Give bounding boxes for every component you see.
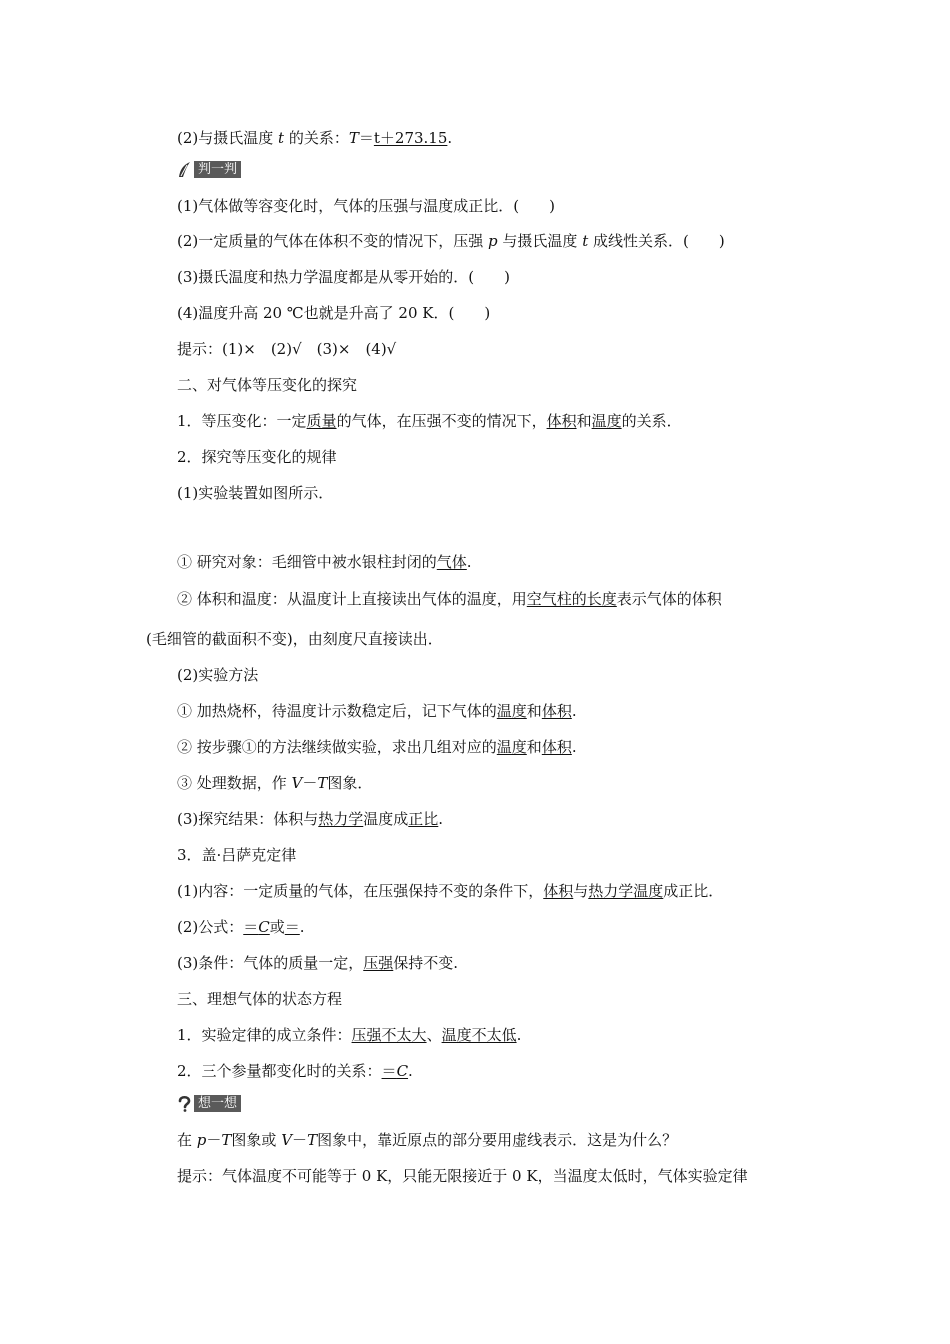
badge-label: 想一想 <box>194 1095 241 1112</box>
think-hint: 提示：气体温度不可能等于 0 K，只能无限接近于 0 K，当温度太低时，气体实验定律 <box>177 1167 748 1185</box>
think-question: 在 p－T图象或 V－T图象中，靠近原点的部分要用虚线表示．这是为什么？ <box>177 1131 678 1149</box>
volume-temperature: ② 体积和温度：从温度计上直接读出气体的温度，用空气柱的长度表示气体的体积 <box>177 590 722 608</box>
section-heading-3: 三、理想气体的状态方程 <box>177 990 343 1008</box>
judge-item-1: (1)气体做等容变化时，气体的压强与温度成正比．( ) <box>177 197 555 215</box>
method-step-2: ② 按步骤①的方法继续做实验，求出几组对应的温度和体积. <box>177 738 577 756</box>
judge-item-3: (3)摄氏温度和热力学温度都是从零开始的．( ) <box>177 268 510 286</box>
explore-heading: 2．探究等压变化的规律 <box>177 448 337 466</box>
law-condition: (3)条件：气体的质量一定，压强保持不变. <box>177 954 459 972</box>
question-icon <box>177 1095 192 1112</box>
apparatus-line: (1)实验装置如图所示． <box>177 484 334 502</box>
method-step-1: ① 加热烧杯，待温度计示数稳定后，记下气体的温度和体积. <box>177 702 577 720</box>
method-step-3: ③ 处理数据，作 V－T图象． <box>177 774 373 792</box>
judge-item-2: (2)一定质量的气体在体积不变的情况下，压强 p 与摄氏温度 t 成线性关系．( ) <box>177 232 725 250</box>
validity-conditions: 1．实验定律的成立条件：压强不太大、温度不太低. <box>177 1026 522 1044</box>
research-object: ① 研究对象：毛细管中被水银柱封闭的气体. <box>177 553 472 571</box>
think-badge <box>177 1094 241 1113</box>
badge-label: 判一判 <box>194 161 241 178</box>
judge-item-4: (4)温度升高 20 ℃也就是升高了 20 K．( ) <box>177 304 491 322</box>
pen-icon <box>177 161 192 178</box>
kelvin-celsius-relation: (2)与摄氏温度 t 的关系：T＝t＋273.15. <box>177 129 453 147</box>
gay-lussac-heading: 3．盖·吕萨克定律 <box>177 846 297 864</box>
volume-temperature-cont: (毛细管的截面积不变)，由刻度尺直接读出． <box>146 630 443 648</box>
law-formula: (2)公式：＝C或＝. <box>177 918 305 936</box>
law-content: (1)内容：一定质量的气体，在压强保持不变的条件下，体积与热力学温度成正比． <box>177 882 724 900</box>
three-parameter-relation: 2．三个参量都变化时的关系：＝C. <box>177 1062 413 1080</box>
section-heading-2: 二、对气体等压变化的探究 <box>177 376 358 394</box>
method-heading: (2)实验方法 <box>177 666 259 684</box>
explore-result: (3)探究结果：体积与热力学温度成正比. <box>177 810 444 828</box>
judge-badge <box>177 160 241 179</box>
isobaric-definition: 1．等压变化：一定质量的气体，在压强不变的情况下，体积和温度的关系． <box>177 412 682 430</box>
judge-hint: 提示：(1)× (2)√ (3)× (4)√ <box>177 340 397 358</box>
